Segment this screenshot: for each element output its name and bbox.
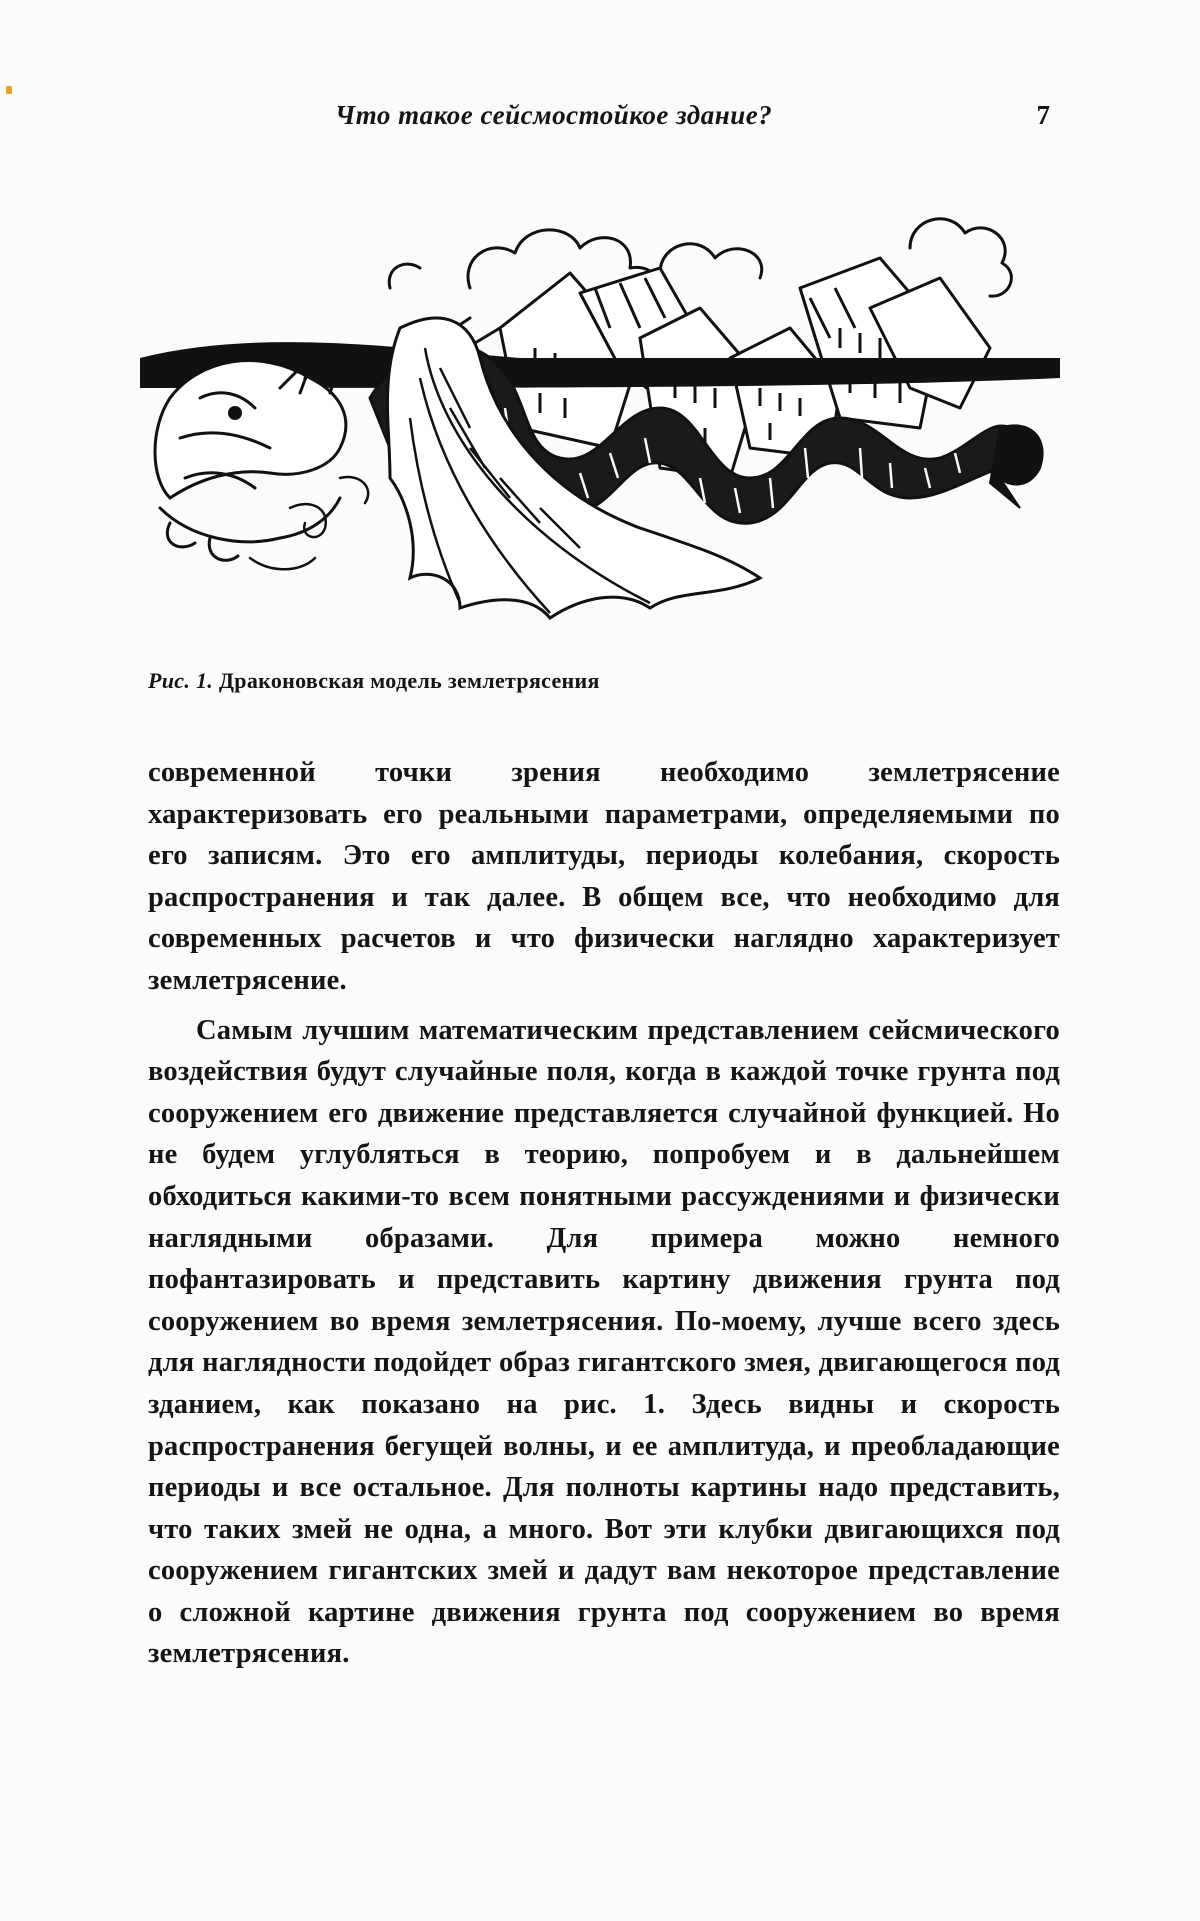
body-text	[148, 752, 1060, 1675]
scan-speck	[6, 86, 12, 94]
figure-caption	[148, 668, 600, 694]
running-title: Что такое сейсмостойкое здание?	[335, 100, 773, 130]
page-number: 7	[1036, 100, 1050, 130]
figure-label: Рис. 1.	[148, 668, 214, 693]
running-header	[145, 100, 1050, 140]
paragraph: современной точки зрения необходимо землетрясение характеризовать его реальными параметрами, определяемыми по его записям. Это его амплитуды, периоды колебания, скорость распространения и так далее. В общем все, что необходимо для современных расчетов и что физически наглядно характеризует землетрясение.	[148, 757, 1060, 996]
figure-caption-text: Драконовская модель землетрясения	[218, 668, 600, 693]
dragon-earthquake-illustration	[140, 178, 1060, 638]
paragraph: Самым лучшим математическим представлением сейсмического воздействия будут случайные поля, когда в каждой точке грунта под сооружением его движение представляется случайной функцией. Но не будем углубляться в теорию, попробуем и в дальнейшем обходиться какими-то всем понятными рассуждениями и физически наглядными образами. Для примера можно немного пофантазировать и представить картину движения грунта под сооружением во время землетрясения. По-моему, лучше всего здесь для наглядности подойдет образ гигантского змея, двигающегося под зданием, как показано на рис. 1. Здесь видны и скорость распространения бегущей волны, и ее амплитуда, и преобладающие периоды и все остальное. Для полноты картины надо представить, что таких змей не одна, а много. Вот эти клубки двигающихся под сооружением гигантских змей и дадут вам некоторое представление о сложной картине движения грунта под сооружением во время землетрясения.	[148, 1014, 1060, 1670]
